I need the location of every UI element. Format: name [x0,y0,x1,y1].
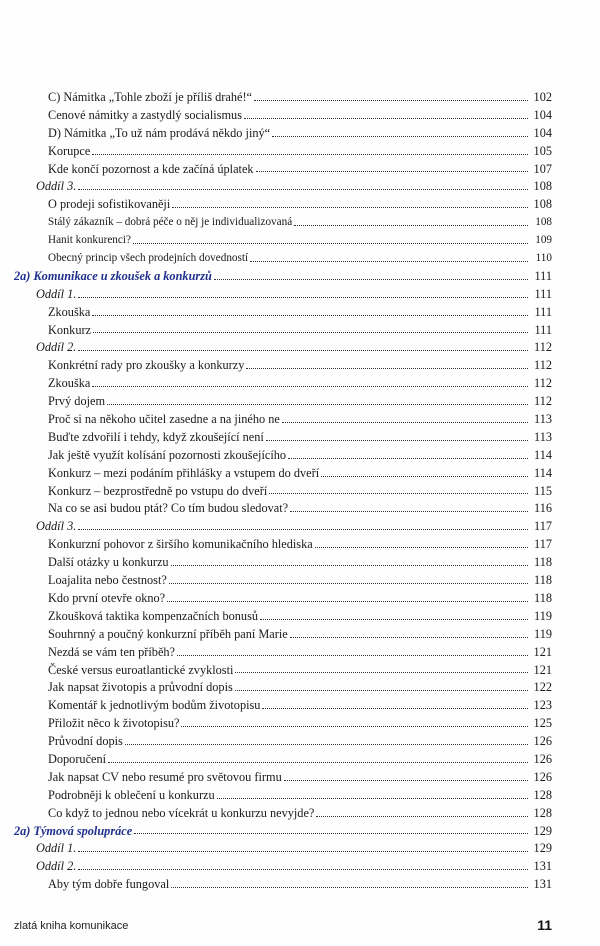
toc-entry-page: 111 [534,286,552,301]
toc-entry-title: Prvý dojem [48,394,106,409]
toc-entry-title: České versus euroatlantické zvyklosti [48,662,234,677]
toc-entry-title: Konkurz – mezi podáním přihlášky a vstupem do dveří [48,465,320,480]
toc-entry-title: Zkouška [48,376,91,391]
toc-entry-page: 113 [534,429,552,444]
toc-entry-title: Hanit konkurenci? [48,234,131,247]
toc-entry-page: 108 [535,216,552,229]
toc-entry-title: Průvodní dopis [48,734,123,749]
toc-entry-page: 119 [534,626,552,641]
toc-entry-page: 126 [533,751,552,766]
toc-entry-page: 109 [535,234,552,247]
dot-leader [260,618,528,620]
toc-entry-title: Souhrnný a poučný konkurzní příběh paní Marie [48,626,288,641]
toc-entry [14,357,552,375]
toc-entry-page: 118 [534,573,552,588]
dot-leader [78,349,528,351]
toc-entry [14,554,552,572]
toc-entry [14,339,552,357]
toc-entry [14,322,552,340]
toc-entry [14,143,552,161]
dot-leader [266,439,528,441]
toc-entry [14,161,552,179]
dot-leader [92,385,528,387]
toc-entry [14,429,552,447]
dot-leader [171,886,528,888]
toc-entry-title: Konkrétní rady pro zkoušky a konkurzy [48,358,245,373]
dot-leader [284,779,528,781]
dot-leader [78,528,528,530]
toc-entry-title: Oddíl 2. [36,859,77,874]
dot-leader [250,260,528,262]
dot-leader [107,403,528,405]
toc-entry-title: Aby tým dobře fungoval [48,877,170,892]
dot-leader [108,761,528,763]
toc-entry-page: 118 [534,590,552,605]
dot-leader [254,99,528,101]
toc-entry [14,787,552,805]
dot-leader [125,743,528,745]
toc-entry [14,447,552,465]
toc-entry-page: 126 [533,769,552,784]
toc-entry-title: Oddíl 2. [36,340,77,355]
toc-entry-title: Jak napsat CV nebo resumé pro světovou firmu [48,769,282,784]
dot-leader [133,242,528,244]
toc-entry-title: Konkurzní pohovor z širšího komunikačního hlediska [48,537,313,552]
dot-leader [93,331,528,333]
toc-entry-page: 123 [533,698,552,713]
toc-entry-title: Jak napsat životopis a průvodní dopis [48,680,233,695]
toc-entry [14,876,552,894]
toc-entry-title: Kde končí pozornost a kde začíná úplatek [48,161,254,176]
toc-entry-title: Přiložit něco k životopisu? [48,716,180,731]
toc-entry-page: 125 [533,716,552,731]
toc-entry [14,214,552,232]
toc-entry-title: Oddíl 3. [36,179,77,194]
toc-entry [14,662,552,680]
toc-entry-page: 131 [533,877,552,892]
toc-entry-page: 104 [533,125,552,140]
dot-leader [92,314,528,316]
toc-entry-page: 126 [533,734,552,749]
toc-entry [14,411,552,429]
toc-entry-title: Proč si na někoho učitel zasedne a na jiného ne [48,412,280,427]
toc-entry [14,644,552,662]
dot-leader [272,135,528,137]
toc-entry-page: 114 [534,465,552,480]
dot-leader [290,636,528,638]
toc-entry-title: Buďte zdvořilí i tehdy, když zkoušející není [48,429,264,444]
toc-entry-title: Kdo první otevře okno? [48,590,166,605]
dot-leader [169,582,528,584]
dot-leader [78,188,528,190]
toc-entry-page: 105 [533,143,552,158]
toc-entry [14,500,552,518]
toc-entry [14,679,552,697]
toc-entry-page: 116 [534,501,552,516]
toc-entry [14,286,552,304]
toc-entry-page: 112 [534,376,552,391]
toc-entry-title: Na co se asi budou ptát? Co tím budou sledovat? [48,501,289,516]
dot-leader [290,510,528,512]
toc-entry-title: Stálý zákazník – dobrá péče o něj je individualizovaná [48,216,293,229]
toc-entry [14,483,552,501]
toc-entry-title: Další otázky u konkurzu [48,555,169,570]
toc-entry-title: Zkouška [48,304,91,319]
toc-entry-title: Podrobněji k oblečení u konkurzu [48,787,215,802]
toc-entry-title: Obecný princip všech prodejních dovedností [48,252,249,265]
toc-entry [14,715,552,733]
toc-entry-title: Doporučení [48,751,107,766]
toc-entry-page: 121 [533,662,552,677]
dot-leader [172,206,528,208]
toc-entry [14,465,552,483]
toc-entry-page: 104 [533,107,552,122]
dot-leader [316,815,528,817]
dot-leader [256,170,528,172]
toc-entry [14,518,552,536]
dot-leader [244,117,528,119]
table-of-contents [14,89,552,894]
toc-entry [14,268,552,286]
toc-entry [14,250,552,268]
toc-entry-page: 111 [534,322,552,337]
toc-entry-page: 112 [534,340,552,355]
toc-entry-page: 119 [534,608,552,623]
dot-leader [235,671,528,673]
toc-entry-title: Korupce [48,143,91,158]
toc-entry-page: 128 [533,805,552,820]
toc-entry-page: 112 [534,358,552,373]
toc-entry-title: Zkoušková taktika kompenzačních bonusů [48,608,259,623]
toc-entry-page: 108 [533,179,552,194]
dot-leader [214,278,528,280]
toc-entry-title: D) Námitka „To už nám prodává někdo jiný“ [48,125,271,140]
toc-entry-title: 2a) Týmová spolupráce [14,823,133,838]
toc-entry-page: 112 [534,394,552,409]
toc-entry-title: O prodeji sofistikovaněji [48,197,171,212]
dot-leader [246,367,528,369]
toc-entry [14,196,552,214]
toc-entry-title: Konkurz [48,322,92,337]
dot-leader [315,546,528,548]
toc-entry-page: 110 [535,252,552,265]
toc-entry-title: C) Námitka „Tohle zboží je příliš drahé!“ [48,90,253,104]
toc-entry-page: 131 [533,859,552,874]
dot-leader [177,654,528,656]
dot-leader [235,689,528,691]
toc-entry-title: Oddíl 1. [36,286,77,301]
toc-entry [14,840,552,858]
toc-entry-title: Jak ještě využít kolísání pozornosti zkoušejícího [48,447,287,462]
dot-leader [92,153,528,155]
toc-entry-page: 117 [534,537,552,552]
toc-entry [14,751,552,769]
dot-leader [217,797,528,799]
toc-entry [14,626,552,644]
toc-entry-title: Oddíl 1. [36,841,77,856]
toc-entry [14,697,552,715]
dot-leader [321,475,528,477]
toc-entry [14,733,552,751]
toc-entry [14,823,552,841]
dot-leader [269,492,528,494]
footer-page-number: 11 [537,917,552,933]
dot-leader [134,832,528,834]
toc-entry-page: 122 [533,680,552,695]
toc-entry [14,232,552,250]
dot-leader [171,564,528,566]
toc-entry [14,393,552,411]
dot-leader [78,850,528,852]
dot-leader [288,457,528,459]
dot-leader [262,707,528,709]
toc-entry [14,769,552,787]
toc-entry [14,107,552,125]
toc-entry-page: 115 [534,483,552,498]
dot-leader [78,296,528,298]
dot-leader [294,224,528,226]
toc-entry-title: Komentář k jednotlivým bodům životopisu [48,698,261,713]
toc-entry [14,805,552,823]
footer-book-title: zlatá kniha komunikace [14,920,129,932]
toc-entry [14,89,552,107]
toc-entry-title: 2a) Komunikace u zkoušek a konkurzů [14,268,212,283]
toc-entry-title: Oddíl 3. [36,519,77,534]
toc-entry-page: 121 [533,644,552,659]
toc-entry-page: 129 [533,823,552,838]
toc-entry-title: Konkurz – bezprostředně po vstupu do dveří [48,483,268,498]
toc-entry-page: 129 [533,841,552,856]
toc-entry [14,590,552,608]
toc-entry-page: 111 [534,268,552,283]
toc-entry-page: 114 [534,447,552,462]
dot-leader [181,725,528,727]
toc-entry [14,375,552,393]
toc-entry [14,572,552,590]
toc-entry [14,304,552,322]
toc-entry-page: 128 [533,787,552,802]
toc-entry-title: Cenové námitky a zastydlý socialismus [48,107,242,122]
toc-entry-page: 117 [534,519,552,534]
toc-entry-page: 111 [534,304,552,319]
toc-entry-title: Loajalita nebo čestnost? [48,573,167,588]
toc-entry-page: 108 [533,197,552,212]
toc-entry [14,858,552,876]
dot-leader [282,421,528,423]
toc-entry-title: Nezdá se vám ten příběh? [48,644,176,659]
toc-entry-page: 118 [534,555,552,570]
dot-leader [167,600,528,602]
dot-leader [78,868,528,870]
toc-entry [14,178,552,196]
toc-entry-page: 107 [533,161,552,176]
toc-entry [14,125,552,143]
toc-entry-page: 102 [533,90,552,104]
toc-entry-title: Co když to jednou nebo vícekrát u konkurzu nevyjde? [48,805,315,820]
toc-entry [14,536,552,554]
toc-entry-page: 113 [534,412,552,427]
toc-entry [14,608,552,626]
